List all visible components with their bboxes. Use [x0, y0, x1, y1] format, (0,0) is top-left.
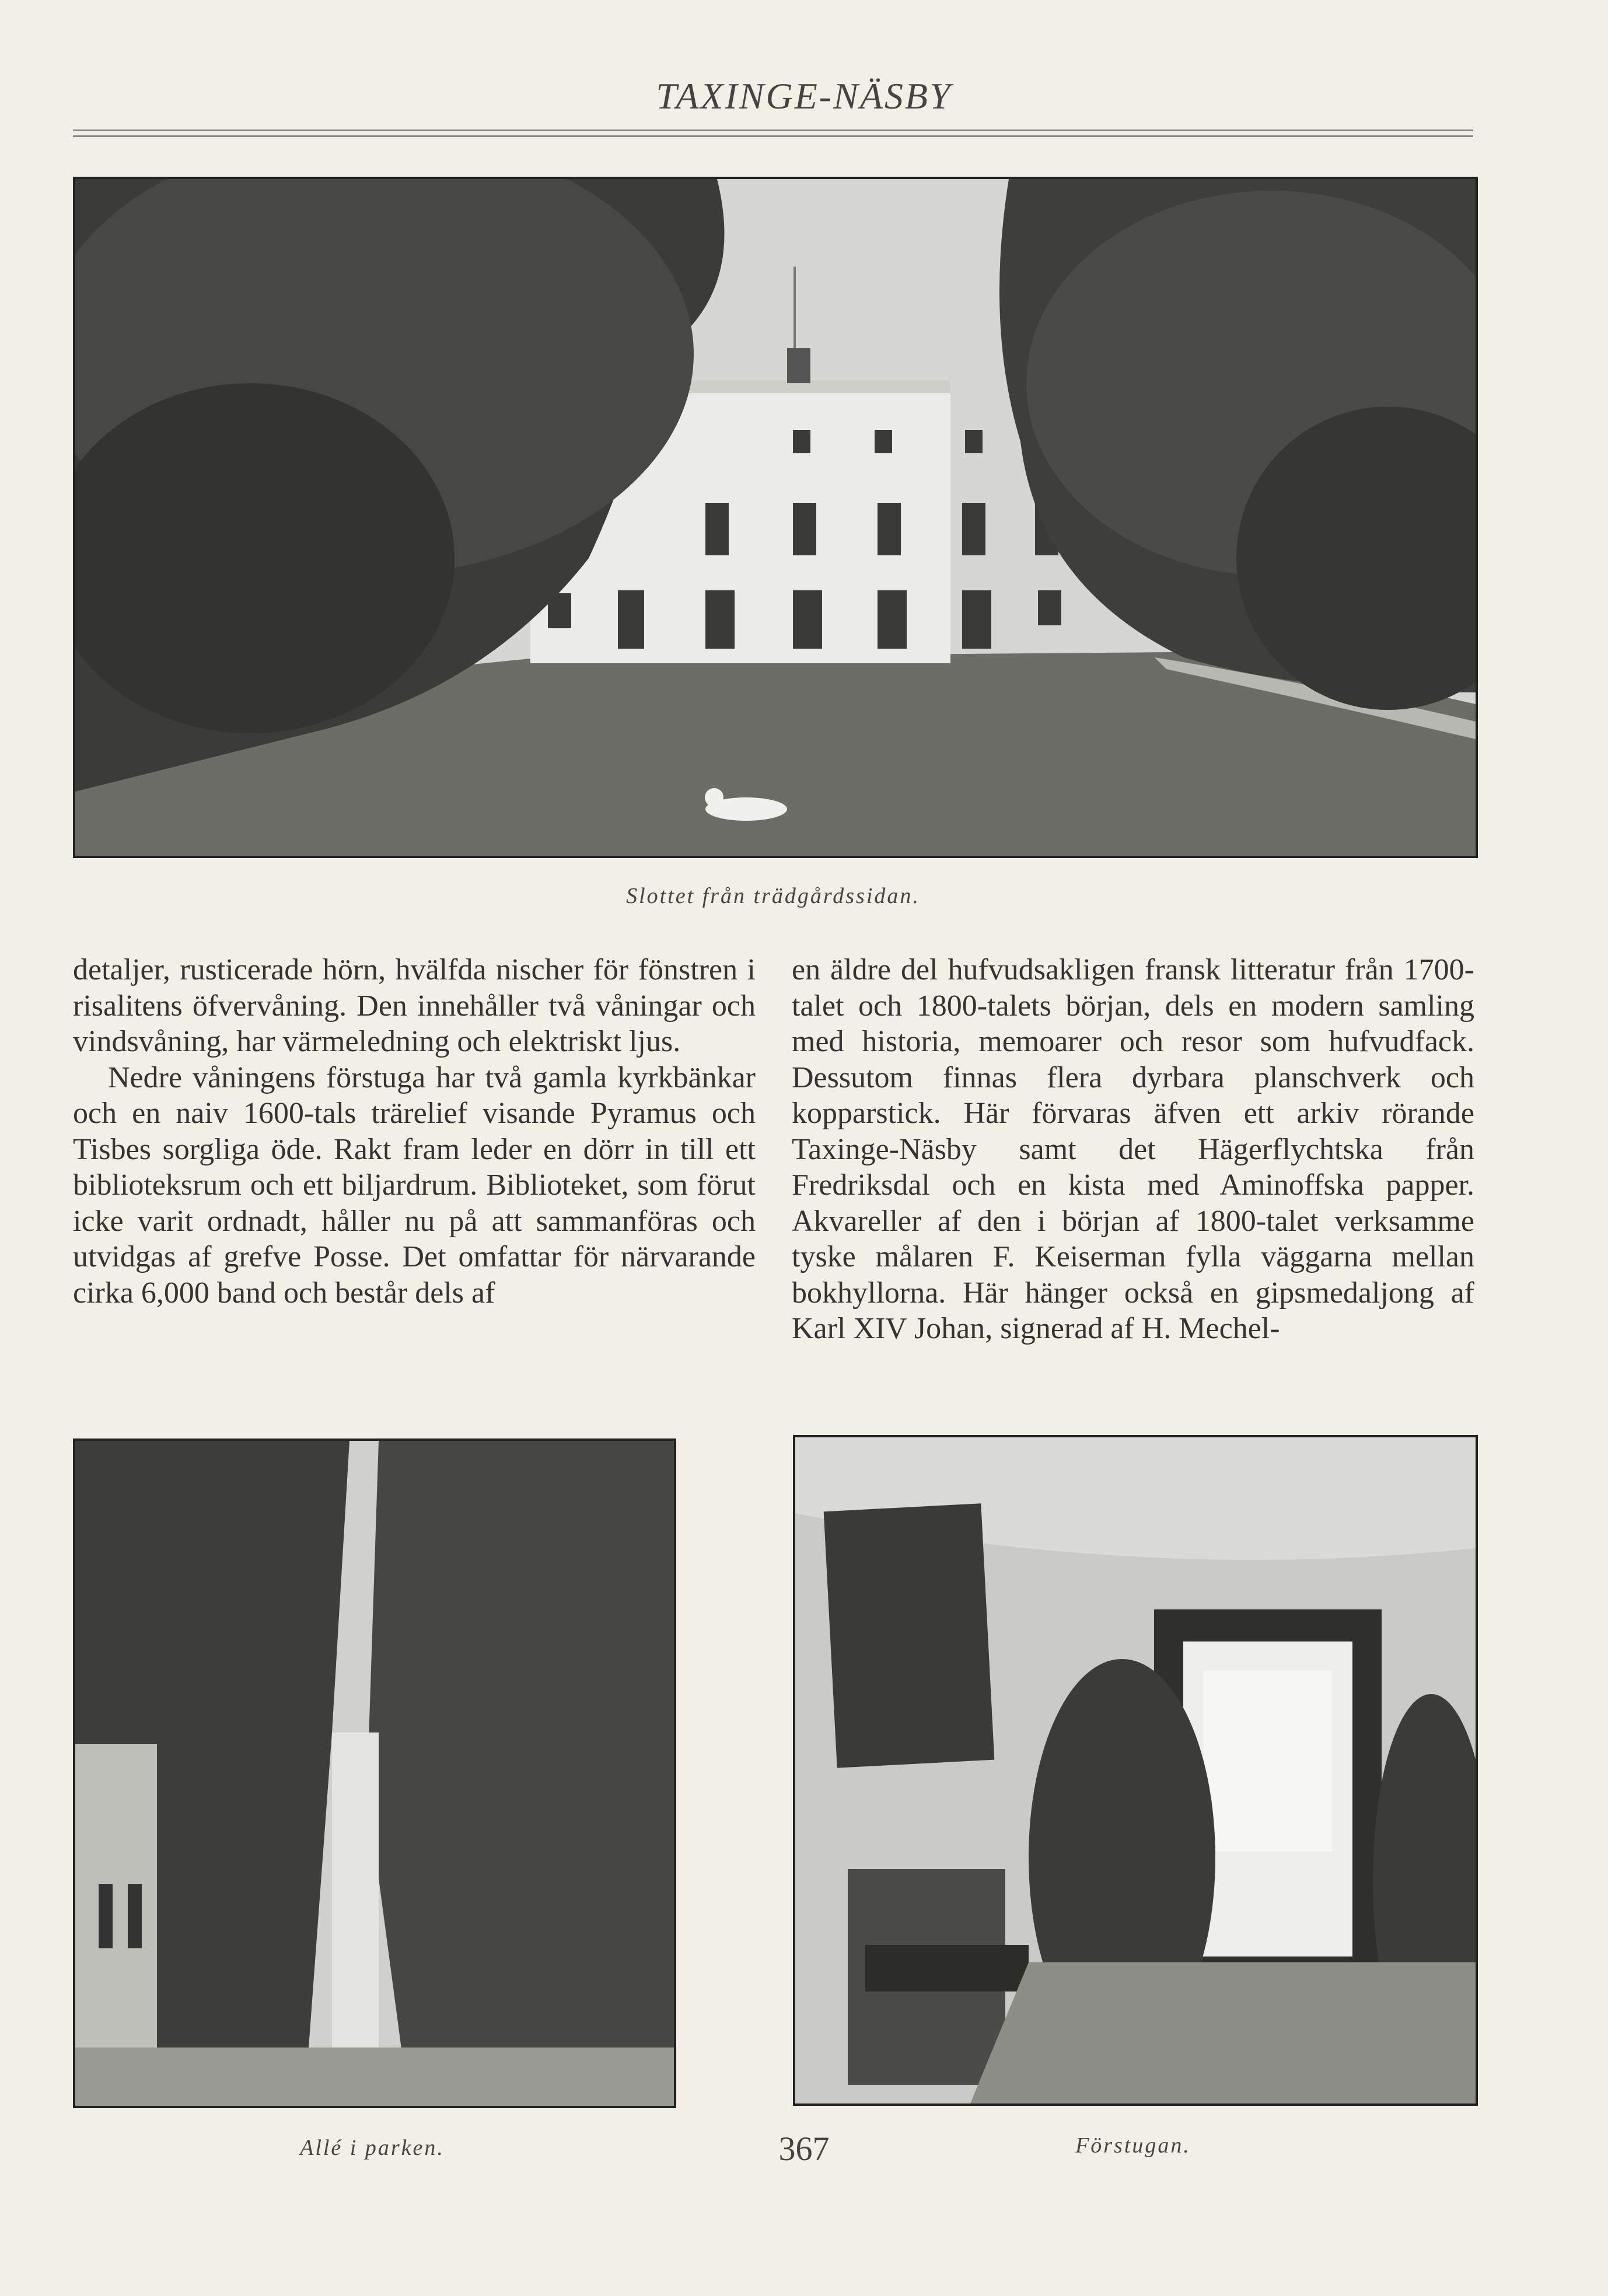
header-rule-secondary: [73, 135, 1473, 137]
photo-entrance-hall: [793, 1435, 1478, 2106]
text-column-left: [73, 952, 756, 1311]
photo-avenue-park: [73, 1438, 676, 2108]
page-number: 367: [778, 2130, 830, 2168]
running-head: TAXINGE-NÄSBY: [656, 75, 952, 117]
castle-illustration: [75, 179, 1476, 856]
text-column-right: [792, 952, 1474, 1347]
caption-entrance-hall: Förstugan.: [1075, 2133, 1191, 2158]
header-rule: [73, 130, 1473, 131]
caption-avenue: Allé i parken.: [300, 2136, 445, 2160]
caption-castle: Slottet från trädgårdssidan.: [626, 884, 920, 908]
paragraph: Nedre våningens förstuga har två gamla kyrkbänkar och en naiv 1600-tals trärelief visande Pyramus och Tisbes sorgliga öde. Rakt fram leder en dörr in till ett biblioteksrum och ett biljardrum. Biblioteket, som förut icke varit ordnadt, håller nu på att sammanföras och utvidgas af grefve Posse. Det omfattar för närvarande cirka 6,000 band och består dels af: [73, 1060, 756, 1310]
photo-castle-garden-side: [73, 177, 1478, 858]
paragraph: detaljer, rusticerade hörn, hvälfda nischer för fönstren i risalitens öfvervåning. Den innehåller två våningar och vindsvåning, har värmeledning och elektriskt ljus.: [73, 953, 756, 1058]
avenue-illustration: [75, 1441, 674, 2106]
paragraph: en äldre del hufvudsakligen fransk litteratur från 1700-talet och 1800-talets början, dels en modern samling med historia, memoarer och resor som hufvudfack. Dessutom finnas flera dyrbara planschverk och kopparstick. Här förvaras äfven ett arkiv rörande Taxinge-Näsby samt det Hägerflychtska från Fredriksdal och en kista med Aminoffska papper. Akvareller af den i början af 1800-talet verksamme tyske målaren F. Keiserman fylla väggarna mellan bokhyllorna. Här hänger också en gipsmedaljong af Karl XIV Johan, signerad af H. Mechel-: [792, 953, 1474, 1345]
hall-illustration: [795, 1437, 1476, 2104]
